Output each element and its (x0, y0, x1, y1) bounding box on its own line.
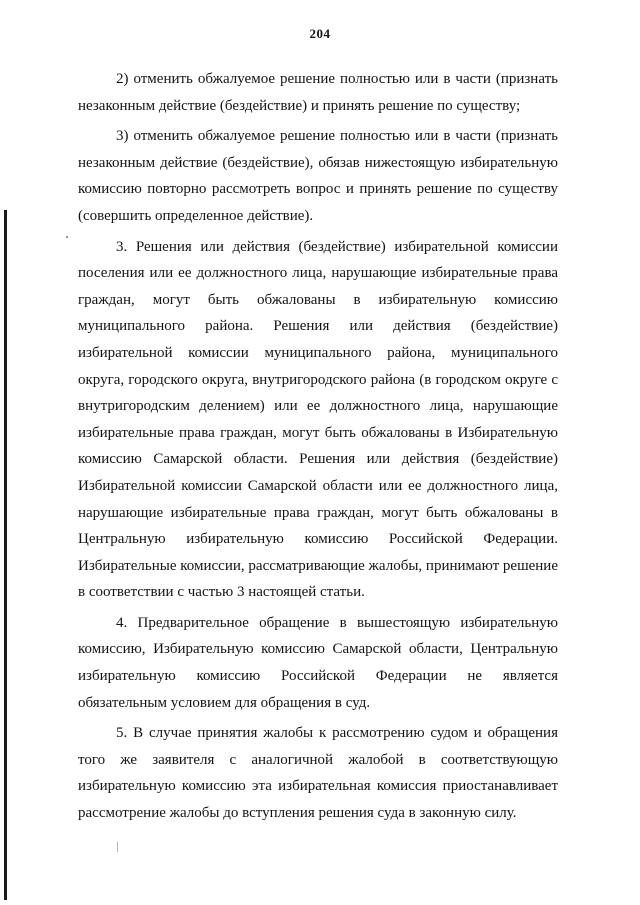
paragraph-item-3: 3) отменить обжалуемое решение полностью или в части (признать незаконным действие (бездействие), обязав нижестоящую избирательную комиссию повторно рассмотреть вопрос и принять решение по существу (совершить определенное действие). (78, 128, 558, 224)
paragraph-part-3: 3. Решения или действия (бездействие) избирательной комиссии поселения или ее должностного лица, нарушающие избирательные права граждан, могут быть обжалованы в избирательную комиссию муниципального района. Решения или действия (бездействие) избирательной комиссии муниципального района, муниципального округа, городского округа, внутригородского района (в городском округе с внутригородским делением) или ее должностного лица, нарушающие избирательные права граждан, могут быть обжалованы в Избирательную комиссию Самарской области. Решения или действия (бездействие) Избирательной комиссии Самарской области или ее должностного лица, нарушающие избирательные права граждан, могут быть обжалованы в Центральную избирательную комиссию Российской Федерации. Избирательные комиссии, рассматривающие жалобы, принимают решение в соответствии с частью 3 настоящей статьи. (78, 238, 558, 601)
paragraph-part-4: 4. Предварительное обращение в вышестоящую избирательную комиссию, Избирательную комиссию Самарской области, Центральную избирательную комиссию Российской Федерации не является обязательным условием для обращения в суд. (78, 614, 558, 711)
document-body (78, 66, 558, 827)
paragraph-item-2: 2) отменить обжалуемое решение полностью или в части (признать незаконным действие (бездействие) и принять решение по существу; (78, 71, 558, 114)
page-number: 204 (309, 26, 331, 41)
scan-faint-mark (117, 842, 118, 852)
scan-margin-bar (4, 210, 7, 900)
paragraph-part-5: 5. В случае принятия жалобы к рассмотрению судом и обращения того же заявителя с аналогичной жалобой в соответствующую избирательную комиссию эта избирательная комиссия приостанавливает рассмотрение жалобы до вступления решения суда в законную силу. (78, 725, 558, 822)
scan-speck (66, 236, 68, 238)
